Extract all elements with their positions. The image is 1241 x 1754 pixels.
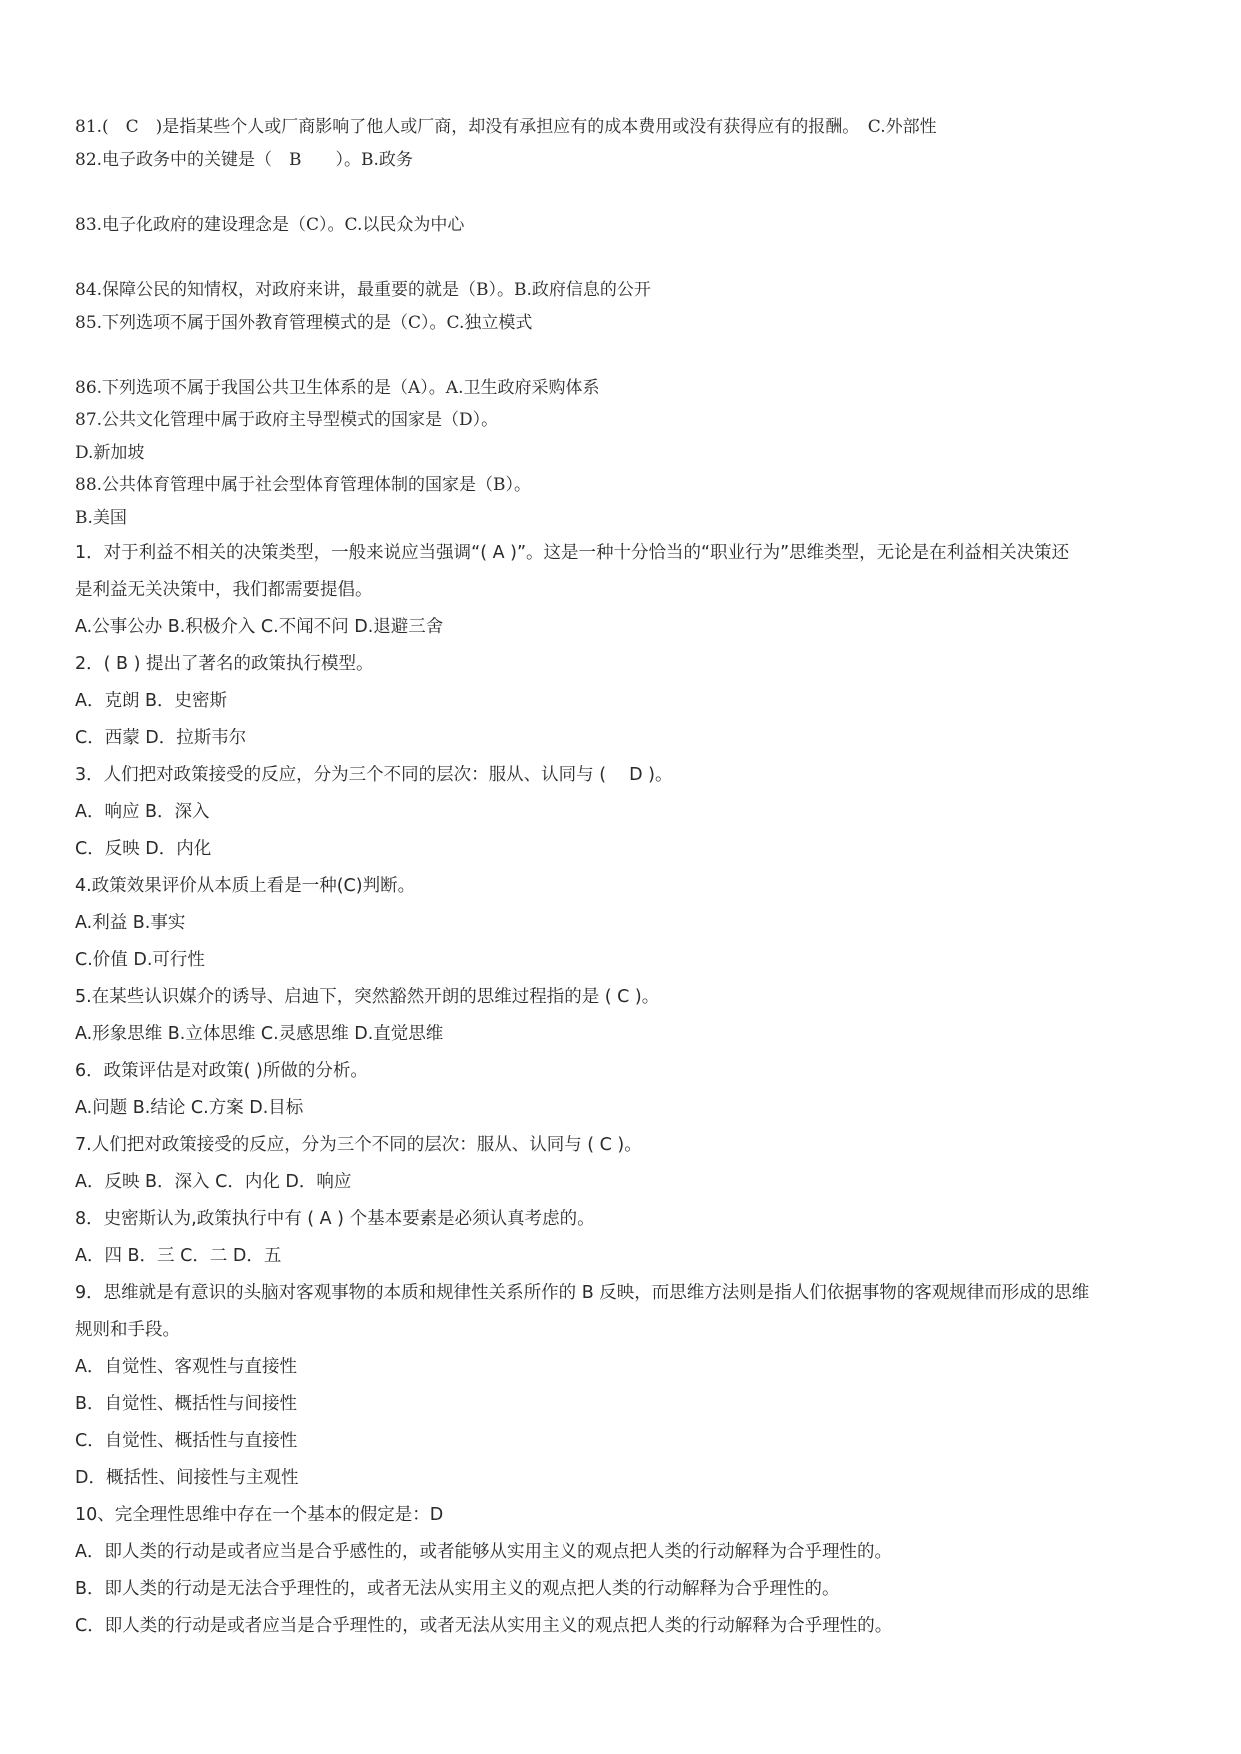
question-1-line2: 是利益无关决策中，我们都需要提倡。 — [75, 580, 373, 600]
question-6: 6．政策评估是对政策( )所做的分析。 — [75, 1061, 368, 1081]
options-2a: A．克朗 B．史密斯 — [75, 691, 228, 711]
option-9d: D．概括性、间接性与主观性 — [75, 1468, 299, 1488]
question-3: 3．人们把对政策接受的反应，分为三个不同的层次：服从、认同与 ( D )。 — [75, 765, 673, 785]
question-82: 82.电子政务中的关键是（ B ）。B.政务 — [75, 150, 413, 170]
option-9b: B．自觉性、概括性与间接性 — [75, 1394, 298, 1414]
question-7: 7.人们把对政策接受的反应，分为三个不同的层次：服从、认同与 ( C )。 — [75, 1135, 642, 1155]
options-5: A.形象思维 B.立体思维 C.灵感思维 D.直觉思维 — [75, 1024, 444, 1044]
question-9-line2: 规则和手段。 — [75, 1320, 180, 1340]
options-2b: C．西蒙 D．拉斯韦尔 — [75, 728, 247, 748]
option-10b: B．即人类的行动是无法合乎理性的，或者无法从实用主义的观点把人类的行动解释为合乎理性的。 — [75, 1579, 840, 1599]
option-10a: A．即人类的行动是或者应当是合乎感性的，或者能够从实用主义的观点把人类的行动解释为合乎理性的。 — [75, 1542, 892, 1562]
question-87: 87.公共文化管理中属于政府主导型模式的国家是（D）。 — [75, 410, 499, 430]
option-9c: C．自觉性、概括性与直接性 — [75, 1431, 298, 1451]
options-1: A.公事公办 B.积极介入 C.不闻不问 D.退避三舍 — [75, 617, 444, 637]
options-4a: A.利益 B.事实 — [75, 913, 186, 933]
question-84: 84.保障公民的知情权，对政府来讲，最重要的就是（B）。B.政府信息的公开 — [75, 280, 651, 300]
options-3b: C．反映 D．内化 — [75, 839, 212, 859]
options-3a: A．响应 B．深入 — [75, 802, 210, 822]
question-1-line1: 1．对于利益不相关的决策类型，一般来说应当强调“( A )”。这是一种十分恰当的“职业行为”思维类型，无论是在利益相关决策还 — [75, 543, 1070, 563]
question-88: 88.公共体育管理中属于社会型体育管理体制的国家是（B）。 — [75, 475, 532, 495]
option-9a: A．自觉性、客观性与直接性 — [75, 1357, 297, 1377]
question-86: 86.下列选项不属于我国公共卫生体系的是（A）。A.卫生政府采购体系 — [75, 378, 600, 398]
answer-88: B.美国 — [75, 508, 127, 528]
question-85: 85.下列选项不属于国外教育管理模式的是（C）。C.独立模式 — [75, 313, 533, 333]
options-8: A．四 B．三 C．二 D．五 — [75, 1246, 282, 1266]
question-5: 5.在某些认识媒介的诱导、启迪下，突然豁然开朗的思维过程指的是 ( C )。 — [75, 987, 660, 1007]
options-6: A.问题 B.结论 C.方案 D.目标 — [75, 1098, 304, 1118]
question-10: 10、完全理性思维中存在一个基本的假定是：D — [75, 1505, 444, 1525]
options-7: A．反映 B．深入 C．内化 D．响应 — [75, 1172, 352, 1192]
answer-87: D.新加坡 — [75, 443, 145, 463]
question-8: 8．史密斯认为,政策执行中有 ( A ) 个基本要素是必须认真考虑的。 — [75, 1209, 595, 1229]
options-4b: C.价值 D.可行性 — [75, 950, 205, 970]
question-2: 2．( B ) 提出了著名的政策执行模型。 — [75, 654, 374, 674]
question-81: 81.( C )是指某些个人或厂商影响了他人或厂商，却没有承担应有的成本费用或没有获得应有的报酬。 C.外部性 — [75, 117, 937, 137]
question-9-line1: 9．思维就是有意识的头脑对客观事物的本质和规律性关系所作的 B 反映，而思维方法则是指人们依据事物的客观规律而形成的思维 — [75, 1283, 1090, 1303]
question-4: 4.政策效果评价从本质上看是一种(C)判断。 — [75, 876, 416, 896]
option-10c: C．即人类的行动是或者应当是合乎理性的，或者无法从实用主义的观点把人类的行动解释为合乎理性的。 — [75, 1616, 893, 1636]
question-83: 83.电子化政府的建设理念是（C）。C.以民众为中心 — [75, 215, 465, 235]
